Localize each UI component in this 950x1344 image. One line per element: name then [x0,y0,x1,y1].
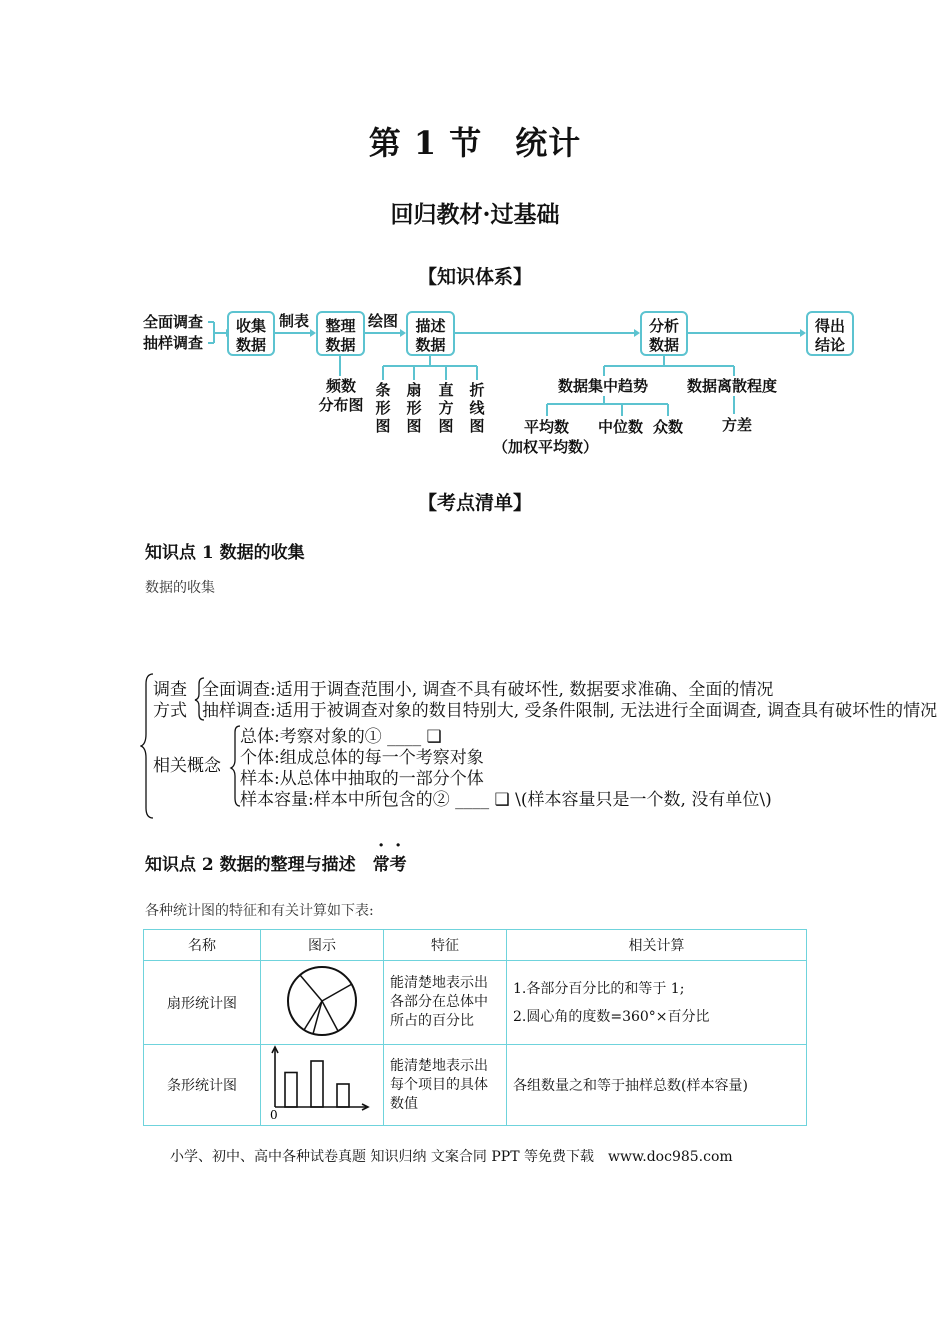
bar-chart-bars [285,1061,349,1107]
label-central-tendency: 数据集中趋势 [558,377,649,395]
header-feature: 特征 [384,930,507,961]
kp1-intro: 数据的收集 [145,580,215,596]
box-draw-conclusion: 得出 结论 [806,311,854,356]
box-analyze-data: 分析 数据 [640,311,688,356]
sample-size-text: 样本容量:样本中所包含的② ____ ❑ \(样本容量只是一个数, 没有单位\) [240,790,772,810]
label-histogram: 直方图 [438,381,454,435]
pie-chart-figure [261,961,384,1045]
kp2-tag-char-2: 考 [389,855,407,875]
row-pie-feature: 能清楚地表示出各部分在总体中所占的百分比 [384,961,507,1045]
label-frequency-chart: 频数 分布图 [318,377,364,414]
knowledge-diagram [0,0,950,470]
label-sample-survey: 抽样调查 [143,334,204,352]
bar-2 [311,1061,323,1107]
pie-chart-icon [282,962,362,1040]
population-text: 总体:考察对象的① ____ ❑ [240,727,442,747]
row-bar-feature: 能清楚地表示出每个项目的具体数值 [384,1045,507,1126]
page-footer: 小学、初中、高中各种试卷真题 知识归纳 文案合同 PPT 等免费下载 www.doc985.com [170,1149,733,1165]
page-title: 第 1 节 统计 [368,124,582,162]
label-median: 中位数 [598,418,644,436]
sample-survey-text: 抽样调查:适用于被调查对象的数目特别大, 受条件限制, 无法进行全面调查, 调查具有破坏性的情况 [202,701,938,721]
survey-concepts-block [140,668,950,824]
kp2-heading: 知识点 2 数据的整理与描述 常考 [145,850,407,875]
bar-chart-figure [261,1045,384,1126]
table-header-row [144,930,807,961]
axis-origin-label: 0 [270,1108,278,1121]
bar-3 [337,1084,349,1107]
kp1-heading: 知识点 1 数据的收集 [145,543,305,563]
label-full-survey: 全面调查 [143,313,204,331]
header-calc: 相关计算 [507,930,807,961]
header-figure: 图示 [261,930,384,961]
table-row [144,1045,807,1126]
label-variance: 方差 [722,416,753,434]
label-weighted-mean: （加权平均数） [493,438,599,456]
bar-chart-icon [261,1045,371,1121]
box-organize-data: 整理 数据 [316,311,365,356]
sample-text: 样本:从总体中抽取的一部分个体 [240,769,484,789]
section-exam-points: 【考点清单】 [417,492,532,514]
edge-label-tabulate: 制表 [279,312,310,330]
label-line-chart: 折线图 [469,381,485,435]
individual-text: 个体:组成总体的每一个考察对象 [240,748,484,768]
row-bar-calc: 各组数量之和等于抽样总数(样本容量) [507,1045,807,1126]
full-survey-text: 全面调查:适用于调查范围小, 调查不具有破坏性, 数据要求准确、全面的情况 [202,680,774,700]
header-name: 名称 [144,930,261,961]
row-pie-name: 扇形统计图 [144,961,261,1045]
label-mean: 平均数 [524,418,570,436]
label-bar-chart: 条形图 [375,381,391,435]
kp2-intro: 各种统计图的特征和有关计算如下表: [145,903,374,919]
box-describe-data: 描述 数据 [406,311,455,356]
stat-chart-table [143,929,807,1126]
label-dispersion: 数据离散程度 [687,377,778,395]
row-pie-calc: 1.各部分百分比的和等于 1; 2.圆心角的度数=360°×百分比 [507,961,807,1045]
kp2-tag-char-1: 常 [372,855,390,875]
page-subtitle: 回归教材·过基础 [390,201,560,228]
section-knowledge-system: 【知识体系】 [417,266,532,288]
edge-label-plot: 绘图 [368,312,399,330]
box-collect-data: 收集 数据 [227,311,275,356]
row-bar-name: 条形统计图 [144,1045,261,1126]
table-row [144,961,807,1045]
label-mode: 众数 [653,418,684,436]
related-concepts-label: 相关概念 [153,756,221,776]
survey-method-label: 调查 方式 [153,680,187,721]
bar-1 [285,1073,297,1108]
label-pie-chart: 扇形图 [406,381,422,435]
